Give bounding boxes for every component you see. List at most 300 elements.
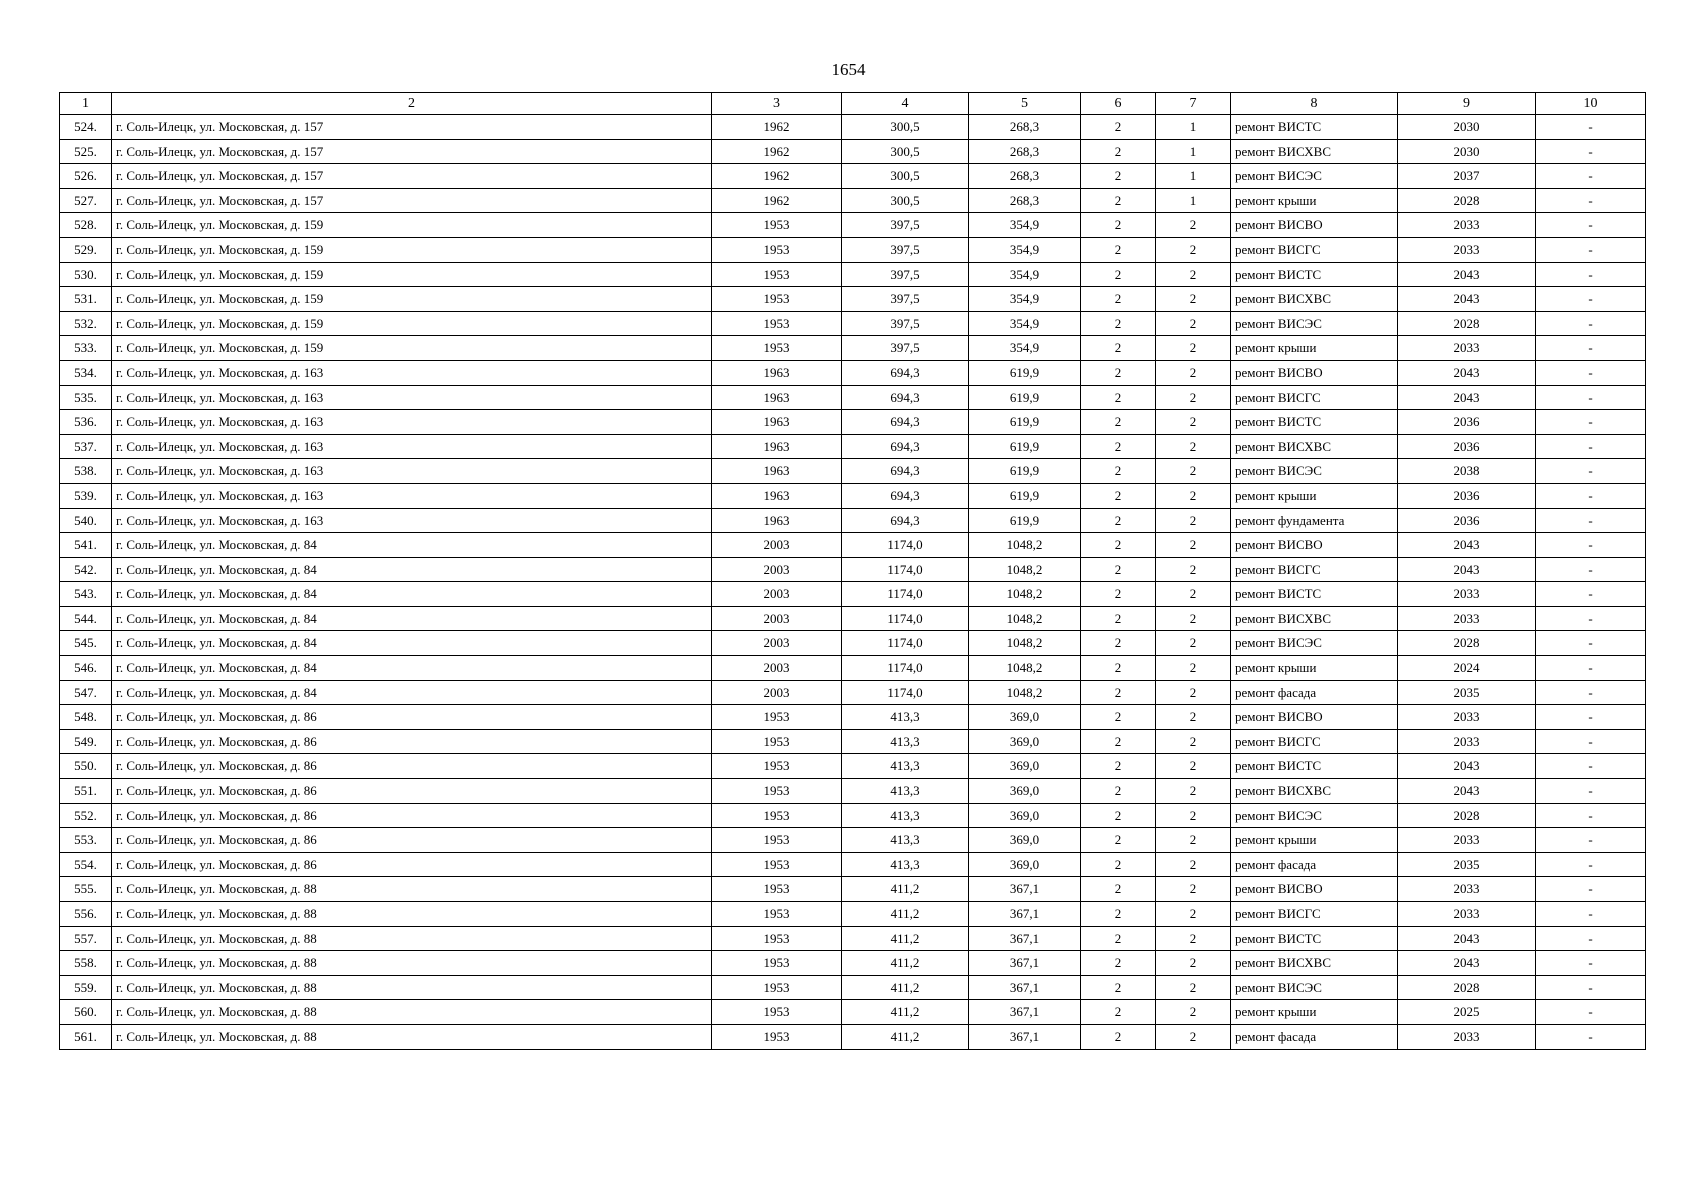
entrances-cell: 2 bbox=[1156, 508, 1231, 533]
year-cell: 1953 bbox=[712, 237, 842, 262]
address-cell: г. Соль-Илецк, ул. Московская, д. 157 bbox=[112, 164, 712, 189]
entrances-cell: 2 bbox=[1156, 1000, 1231, 1025]
table-row bbox=[60, 656, 1646, 681]
work-type-cell: ремонт крыши bbox=[1231, 1000, 1398, 1025]
note-cell: - bbox=[1536, 975, 1646, 1000]
row-number: 558. bbox=[60, 951, 112, 976]
year-cell: 1953 bbox=[712, 803, 842, 828]
total-area-cell: 397,5 bbox=[842, 262, 969, 287]
note-cell: - bbox=[1536, 557, 1646, 582]
plan-year-cell: 2035 bbox=[1398, 680, 1536, 705]
year-cell: 2003 bbox=[712, 533, 842, 558]
floors-cell: 2 bbox=[1081, 680, 1156, 705]
floors-cell: 2 bbox=[1081, 852, 1156, 877]
living-area-cell: 367,1 bbox=[969, 902, 1081, 927]
living-area-cell: 619,9 bbox=[969, 360, 1081, 385]
entrances-cell: 1 bbox=[1156, 139, 1231, 164]
row-number: 525. bbox=[60, 139, 112, 164]
table-row bbox=[60, 975, 1646, 1000]
column-header-4: 4 bbox=[842, 93, 969, 115]
note-cell: - bbox=[1536, 680, 1646, 705]
note-cell: - bbox=[1536, 508, 1646, 533]
work-type-cell: ремонт крыши bbox=[1231, 483, 1398, 508]
living-area-cell: 1048,2 bbox=[969, 631, 1081, 656]
plan-year-cell: 2043 bbox=[1398, 951, 1536, 976]
note-cell: - bbox=[1536, 164, 1646, 189]
floors-cell: 2 bbox=[1081, 287, 1156, 312]
plan-year-cell: 2030 bbox=[1398, 115, 1536, 140]
address-cell: г. Соль-Илецк, ул. Московская, д. 157 bbox=[112, 188, 712, 213]
plan-year-cell: 2030 bbox=[1398, 139, 1536, 164]
work-type-cell: ремонт фасада bbox=[1231, 1024, 1398, 1049]
address-cell: г. Соль-Илецк, ул. Московская, д. 159 bbox=[112, 287, 712, 312]
total-area-cell: 1174,0 bbox=[842, 533, 969, 558]
work-type-cell: ремонт ВИСГС bbox=[1231, 237, 1398, 262]
total-area-cell: 1174,0 bbox=[842, 680, 969, 705]
plan-year-cell: 2043 bbox=[1398, 262, 1536, 287]
address-cell: г. Соль-Илецк, ул. Московская, д. 86 bbox=[112, 729, 712, 754]
address-cell: г. Соль-Илецк, ул. Московская, д. 84 bbox=[112, 606, 712, 631]
year-cell: 1962 bbox=[712, 139, 842, 164]
address-cell: г. Соль-Илецк, ул. Московская, д. 163 bbox=[112, 508, 712, 533]
table-row bbox=[60, 385, 1646, 410]
work-type-cell: ремонт ВИСГС bbox=[1231, 729, 1398, 754]
table-body bbox=[60, 115, 1646, 1050]
year-cell: 1953 bbox=[712, 262, 842, 287]
plan-year-cell: 2033 bbox=[1398, 582, 1536, 607]
row-number: 526. bbox=[60, 164, 112, 189]
floors-cell: 2 bbox=[1081, 115, 1156, 140]
entrances-cell: 2 bbox=[1156, 483, 1231, 508]
plan-year-cell: 2043 bbox=[1398, 385, 1536, 410]
entrances-cell: 2 bbox=[1156, 287, 1231, 312]
work-type-cell: ремонт ВИСТС bbox=[1231, 115, 1398, 140]
note-cell: - bbox=[1536, 287, 1646, 312]
address-cell: г. Соль-Илецк, ул. Московская, д. 88 bbox=[112, 1024, 712, 1049]
year-cell: 1963 bbox=[712, 385, 842, 410]
plan-year-cell: 2043 bbox=[1398, 557, 1536, 582]
living-area-cell: 619,9 bbox=[969, 483, 1081, 508]
floors-cell: 2 bbox=[1081, 828, 1156, 853]
total-area-cell: 694,3 bbox=[842, 385, 969, 410]
address-cell: г. Соль-Илецк, ул. Московская, д. 159 bbox=[112, 237, 712, 262]
note-cell: - bbox=[1536, 779, 1646, 804]
plan-year-cell: 2035 bbox=[1398, 852, 1536, 877]
entrances-cell: 2 bbox=[1156, 975, 1231, 1000]
living-area-cell: 354,9 bbox=[969, 262, 1081, 287]
row-number: 537. bbox=[60, 434, 112, 459]
entrances-cell: 2 bbox=[1156, 262, 1231, 287]
plan-year-cell: 2033 bbox=[1398, 705, 1536, 730]
address-cell: г. Соль-Илецк, ул. Московская, д. 88 bbox=[112, 975, 712, 1000]
living-area-cell: 369,0 bbox=[969, 754, 1081, 779]
row-number: 527. bbox=[60, 188, 112, 213]
year-cell: 1963 bbox=[712, 434, 842, 459]
entrances-cell: 2 bbox=[1156, 311, 1231, 336]
year-cell: 1953 bbox=[712, 902, 842, 927]
plan-year-cell: 2033 bbox=[1398, 828, 1536, 853]
row-number: 538. bbox=[60, 459, 112, 484]
living-area-cell: 268,3 bbox=[969, 115, 1081, 140]
entrances-cell: 2 bbox=[1156, 434, 1231, 459]
living-area-cell: 1048,2 bbox=[969, 582, 1081, 607]
plan-year-cell: 2033 bbox=[1398, 1024, 1536, 1049]
note-cell: - bbox=[1536, 459, 1646, 484]
note-cell: - bbox=[1536, 877, 1646, 902]
note-cell: - bbox=[1536, 582, 1646, 607]
year-cell: 1953 bbox=[712, 926, 842, 951]
total-area-cell: 411,2 bbox=[842, 975, 969, 1000]
living-area-cell: 619,9 bbox=[969, 459, 1081, 484]
total-area-cell: 694,3 bbox=[842, 459, 969, 484]
row-number: 553. bbox=[60, 828, 112, 853]
row-number: 546. bbox=[60, 656, 112, 681]
repair-schedule-table bbox=[59, 92, 1646, 1050]
living-area-cell: 1048,2 bbox=[969, 557, 1081, 582]
work-type-cell: ремонт крыши bbox=[1231, 336, 1398, 361]
column-number-header-row bbox=[60, 93, 1646, 115]
floors-cell: 2 bbox=[1081, 360, 1156, 385]
column-header-2: 2 bbox=[112, 93, 712, 115]
living-area-cell: 1048,2 bbox=[969, 680, 1081, 705]
entrances-cell: 1 bbox=[1156, 115, 1231, 140]
table-row bbox=[60, 336, 1646, 361]
floors-cell: 2 bbox=[1081, 311, 1156, 336]
living-area-cell: 367,1 bbox=[969, 926, 1081, 951]
address-cell: г. Соль-Илецк, ул. Московская, д. 157 bbox=[112, 139, 712, 164]
living-area-cell: 369,0 bbox=[969, 705, 1081, 730]
row-number: 535. bbox=[60, 385, 112, 410]
row-number: 547. bbox=[60, 680, 112, 705]
work-type-cell: ремонт фасада bbox=[1231, 852, 1398, 877]
total-area-cell: 300,5 bbox=[842, 115, 969, 140]
address-cell: г. Соль-Илецк, ул. Московская, д. 84 bbox=[112, 557, 712, 582]
note-cell: - bbox=[1536, 533, 1646, 558]
work-type-cell: ремонт ВИСХВС bbox=[1231, 951, 1398, 976]
address-cell: г. Соль-Илецк, ул. Московская, д. 163 bbox=[112, 385, 712, 410]
table-row bbox=[60, 508, 1646, 533]
living-area-cell: 354,9 bbox=[969, 311, 1081, 336]
plan-year-cell: 2028 bbox=[1398, 803, 1536, 828]
living-area-cell: 354,9 bbox=[969, 213, 1081, 238]
living-area-cell: 367,1 bbox=[969, 951, 1081, 976]
table-row bbox=[60, 1024, 1646, 1049]
table-row bbox=[60, 164, 1646, 189]
table-row bbox=[60, 410, 1646, 435]
row-number: 529. bbox=[60, 237, 112, 262]
living-area-cell: 619,9 bbox=[969, 508, 1081, 533]
work-type-cell: ремонт ВИСХВС bbox=[1231, 139, 1398, 164]
table-row bbox=[60, 557, 1646, 582]
table-row bbox=[60, 902, 1646, 927]
plan-year-cell: 2033 bbox=[1398, 213, 1536, 238]
total-area-cell: 1174,0 bbox=[842, 557, 969, 582]
year-cell: 1953 bbox=[712, 754, 842, 779]
work-type-cell: ремонт ВИСВО bbox=[1231, 213, 1398, 238]
column-header-9: 9 bbox=[1398, 93, 1536, 115]
note-cell: - bbox=[1536, 852, 1646, 877]
floors-cell: 2 bbox=[1081, 1000, 1156, 1025]
plan-year-cell: 2028 bbox=[1398, 311, 1536, 336]
total-area-cell: 411,2 bbox=[842, 951, 969, 976]
row-number: 531. bbox=[60, 287, 112, 312]
entrances-cell: 2 bbox=[1156, 852, 1231, 877]
year-cell: 1953 bbox=[712, 852, 842, 877]
living-area-cell: 619,9 bbox=[969, 434, 1081, 459]
entrances-cell: 2 bbox=[1156, 582, 1231, 607]
table-row bbox=[60, 779, 1646, 804]
note-cell: - bbox=[1536, 139, 1646, 164]
living-area-cell: 619,9 bbox=[969, 410, 1081, 435]
plan-year-cell: 2043 bbox=[1398, 360, 1536, 385]
living-area-cell: 367,1 bbox=[969, 1000, 1081, 1025]
table-row bbox=[60, 287, 1646, 312]
living-area-cell: 268,3 bbox=[969, 139, 1081, 164]
work-type-cell: ремонт ВИСЭС bbox=[1231, 311, 1398, 336]
row-number: 544. bbox=[60, 606, 112, 631]
address-cell: г. Соль-Илецк, ул. Московская, д. 86 bbox=[112, 705, 712, 730]
plan-year-cell: 2037 bbox=[1398, 164, 1536, 189]
plan-year-cell: 2033 bbox=[1398, 336, 1536, 361]
entrances-cell: 1 bbox=[1156, 164, 1231, 189]
address-cell: г. Соль-Илецк, ул. Московская, д. 88 bbox=[112, 951, 712, 976]
table-row bbox=[60, 582, 1646, 607]
table-row bbox=[60, 360, 1646, 385]
row-number: 557. bbox=[60, 926, 112, 951]
address-cell: г. Соль-Илецк, ул. Московская, д. 88 bbox=[112, 926, 712, 951]
living-area-cell: 369,0 bbox=[969, 828, 1081, 853]
year-cell: 2003 bbox=[712, 606, 842, 631]
entrances-cell: 1 bbox=[1156, 188, 1231, 213]
row-number: 545. bbox=[60, 631, 112, 656]
total-area-cell: 413,3 bbox=[842, 828, 969, 853]
note-cell: - bbox=[1536, 434, 1646, 459]
note-cell: - bbox=[1536, 631, 1646, 656]
year-cell: 1953 bbox=[712, 779, 842, 804]
entrances-cell: 2 bbox=[1156, 336, 1231, 361]
total-area-cell: 300,5 bbox=[842, 164, 969, 189]
note-cell: - bbox=[1536, 115, 1646, 140]
work-type-cell: ремонт ВИСТС bbox=[1231, 410, 1398, 435]
work-type-cell: ремонт ВИСЭС bbox=[1231, 631, 1398, 656]
note-cell: - bbox=[1536, 213, 1646, 238]
table-row bbox=[60, 606, 1646, 631]
note-cell: - bbox=[1536, 951, 1646, 976]
year-cell: 1963 bbox=[712, 459, 842, 484]
address-cell: г. Соль-Илецк, ул. Московская, д. 84 bbox=[112, 656, 712, 681]
row-number: 559. bbox=[60, 975, 112, 1000]
entrances-cell: 2 bbox=[1156, 729, 1231, 754]
work-type-cell: ремонт ВИСВО bbox=[1231, 533, 1398, 558]
note-cell: - bbox=[1536, 410, 1646, 435]
total-area-cell: 411,2 bbox=[842, 877, 969, 902]
total-area-cell: 1174,0 bbox=[842, 656, 969, 681]
note-cell: - bbox=[1536, 237, 1646, 262]
table-row bbox=[60, 926, 1646, 951]
row-number: 530. bbox=[60, 262, 112, 287]
work-type-cell: ремонт ВИСГС bbox=[1231, 385, 1398, 410]
address-cell: г. Соль-Илецк, ул. Московская, д. 159 bbox=[112, 336, 712, 361]
note-cell: - bbox=[1536, 754, 1646, 779]
column-header-8: 8 bbox=[1231, 93, 1398, 115]
note-cell: - bbox=[1536, 729, 1646, 754]
note-cell: - bbox=[1536, 926, 1646, 951]
address-cell: г. Соль-Илецк, ул. Московская, д. 84 bbox=[112, 582, 712, 607]
work-type-cell: ремонт ВИСВО bbox=[1231, 360, 1398, 385]
entrances-cell: 2 bbox=[1156, 606, 1231, 631]
total-area-cell: 413,3 bbox=[842, 852, 969, 877]
address-cell: г. Соль-Илецк, ул. Московская, д. 84 bbox=[112, 680, 712, 705]
total-area-cell: 694,3 bbox=[842, 434, 969, 459]
table-row bbox=[60, 459, 1646, 484]
year-cell: 1962 bbox=[712, 164, 842, 189]
row-number: 533. bbox=[60, 336, 112, 361]
table-row bbox=[60, 311, 1646, 336]
work-type-cell: ремонт ВИСТС bbox=[1231, 926, 1398, 951]
work-type-cell: ремонт ВИСХВС bbox=[1231, 606, 1398, 631]
year-cell: 2003 bbox=[712, 631, 842, 656]
floors-cell: 2 bbox=[1081, 926, 1156, 951]
entrances-cell: 2 bbox=[1156, 631, 1231, 656]
living-area-cell: 367,1 bbox=[969, 1024, 1081, 1049]
work-type-cell: ремонт ВИСХВС bbox=[1231, 287, 1398, 312]
floors-cell: 2 bbox=[1081, 459, 1156, 484]
year-cell: 1963 bbox=[712, 360, 842, 385]
floors-cell: 2 bbox=[1081, 385, 1156, 410]
table-row bbox=[60, 951, 1646, 976]
address-cell: г. Соль-Илецк, ул. Московская, д. 163 bbox=[112, 483, 712, 508]
work-type-cell: ремонт ВИСВО bbox=[1231, 877, 1398, 902]
page-number: 1654 bbox=[831, 60, 866, 79]
total-area-cell: 413,3 bbox=[842, 705, 969, 730]
plan-year-cell: 2028 bbox=[1398, 188, 1536, 213]
floors-cell: 2 bbox=[1081, 877, 1156, 902]
floors-cell: 2 bbox=[1081, 237, 1156, 262]
address-cell: г. Соль-Илецк, ул. Московская, д. 86 bbox=[112, 852, 712, 877]
entrances-cell: 2 bbox=[1156, 828, 1231, 853]
total-area-cell: 694,3 bbox=[842, 508, 969, 533]
table-row bbox=[60, 1000, 1646, 1025]
row-number: 561. bbox=[60, 1024, 112, 1049]
note-cell: - bbox=[1536, 1024, 1646, 1049]
year-cell: 2003 bbox=[712, 557, 842, 582]
table-row bbox=[60, 434, 1646, 459]
table-row bbox=[60, 852, 1646, 877]
year-cell: 1953 bbox=[712, 951, 842, 976]
table-row bbox=[60, 877, 1646, 902]
row-number: 524. bbox=[60, 115, 112, 140]
note-cell: - bbox=[1536, 902, 1646, 927]
total-area-cell: 694,3 bbox=[842, 410, 969, 435]
entrances-cell: 2 bbox=[1156, 360, 1231, 385]
total-area-cell: 413,3 bbox=[842, 803, 969, 828]
year-cell: 1953 bbox=[712, 287, 842, 312]
row-number: 543. bbox=[60, 582, 112, 607]
total-area-cell: 397,5 bbox=[842, 336, 969, 361]
total-area-cell: 411,2 bbox=[842, 1024, 969, 1049]
living-area-cell: 369,0 bbox=[969, 803, 1081, 828]
floors-cell: 2 bbox=[1081, 434, 1156, 459]
living-area-cell: 354,9 bbox=[969, 287, 1081, 312]
floors-cell: 2 bbox=[1081, 213, 1156, 238]
note-cell: - bbox=[1536, 656, 1646, 681]
total-area-cell: 413,3 bbox=[842, 754, 969, 779]
address-cell: г. Соль-Илецк, ул. Московская, д. 163 bbox=[112, 410, 712, 435]
work-type-cell: ремонт ВИСТС bbox=[1231, 754, 1398, 779]
column-header-1: 1 bbox=[60, 93, 112, 115]
plan-year-cell: 2024 bbox=[1398, 656, 1536, 681]
floors-cell: 2 bbox=[1081, 631, 1156, 656]
total-area-cell: 694,3 bbox=[842, 360, 969, 385]
year-cell: 2003 bbox=[712, 680, 842, 705]
note-cell: - bbox=[1536, 606, 1646, 631]
floors-cell: 2 bbox=[1081, 729, 1156, 754]
entrances-cell: 2 bbox=[1156, 385, 1231, 410]
entrances-cell: 2 bbox=[1156, 237, 1231, 262]
floors-cell: 2 bbox=[1081, 557, 1156, 582]
year-cell: 1963 bbox=[712, 508, 842, 533]
year-cell: 1953 bbox=[712, 336, 842, 361]
total-area-cell: 694,3 bbox=[842, 483, 969, 508]
entrances-cell: 2 bbox=[1156, 213, 1231, 238]
table-row bbox=[60, 803, 1646, 828]
row-number: 539. bbox=[60, 483, 112, 508]
work-type-cell: ремонт ВИСВО bbox=[1231, 705, 1398, 730]
address-cell: г. Соль-Илецк, ул. Московская, д. 159 bbox=[112, 311, 712, 336]
year-cell: 1962 bbox=[712, 115, 842, 140]
total-area-cell: 397,5 bbox=[842, 311, 969, 336]
total-area-cell: 397,5 bbox=[842, 213, 969, 238]
address-cell: г. Соль-Илецк, ул. Московская, д. 163 bbox=[112, 434, 712, 459]
row-number: 534. bbox=[60, 360, 112, 385]
table-row bbox=[60, 237, 1646, 262]
work-type-cell: ремонт ВИСХВС bbox=[1231, 434, 1398, 459]
row-number: 551. bbox=[60, 779, 112, 804]
plan-year-cell: 2043 bbox=[1398, 754, 1536, 779]
work-type-cell: ремонт крыши bbox=[1231, 188, 1398, 213]
address-cell: г. Соль-Илецк, ул. Московская, д. 163 bbox=[112, 360, 712, 385]
work-type-cell: ремонт фасада bbox=[1231, 680, 1398, 705]
work-type-cell: ремонт ВИСЭС bbox=[1231, 803, 1398, 828]
address-cell: г. Соль-Илецк, ул. Московская, д. 86 bbox=[112, 754, 712, 779]
year-cell: 1953 bbox=[712, 729, 842, 754]
work-type-cell: ремонт крыши bbox=[1231, 656, 1398, 681]
plan-year-cell: 2028 bbox=[1398, 975, 1536, 1000]
living-area-cell: 369,0 bbox=[969, 729, 1081, 754]
total-area-cell: 413,3 bbox=[842, 729, 969, 754]
entrances-cell: 2 bbox=[1156, 656, 1231, 681]
work-type-cell: ремонт ВИСЭС bbox=[1231, 975, 1398, 1000]
floors-cell: 2 bbox=[1081, 582, 1156, 607]
total-area-cell: 411,2 bbox=[842, 1000, 969, 1025]
floors-cell: 2 bbox=[1081, 139, 1156, 164]
living-area-cell: 1048,2 bbox=[969, 606, 1081, 631]
living-area-cell: 268,3 bbox=[969, 188, 1081, 213]
address-cell: г. Соль-Илецк, ул. Московская, д. 163 bbox=[112, 459, 712, 484]
work-type-cell: ремонт фундамента bbox=[1231, 508, 1398, 533]
year-cell: 1953 bbox=[712, 975, 842, 1000]
note-cell: - bbox=[1536, 483, 1646, 508]
plan-year-cell: 2028 bbox=[1398, 631, 1536, 656]
floors-cell: 2 bbox=[1081, 336, 1156, 361]
work-type-cell: ремонт ВИСЭС bbox=[1231, 459, 1398, 484]
address-cell: г. Соль-Илецк, ул. Московская, д. 84 bbox=[112, 631, 712, 656]
table-row bbox=[60, 262, 1646, 287]
row-number: 532. bbox=[60, 311, 112, 336]
floors-cell: 2 bbox=[1081, 262, 1156, 287]
entrances-cell: 2 bbox=[1156, 680, 1231, 705]
row-number: 540. bbox=[60, 508, 112, 533]
